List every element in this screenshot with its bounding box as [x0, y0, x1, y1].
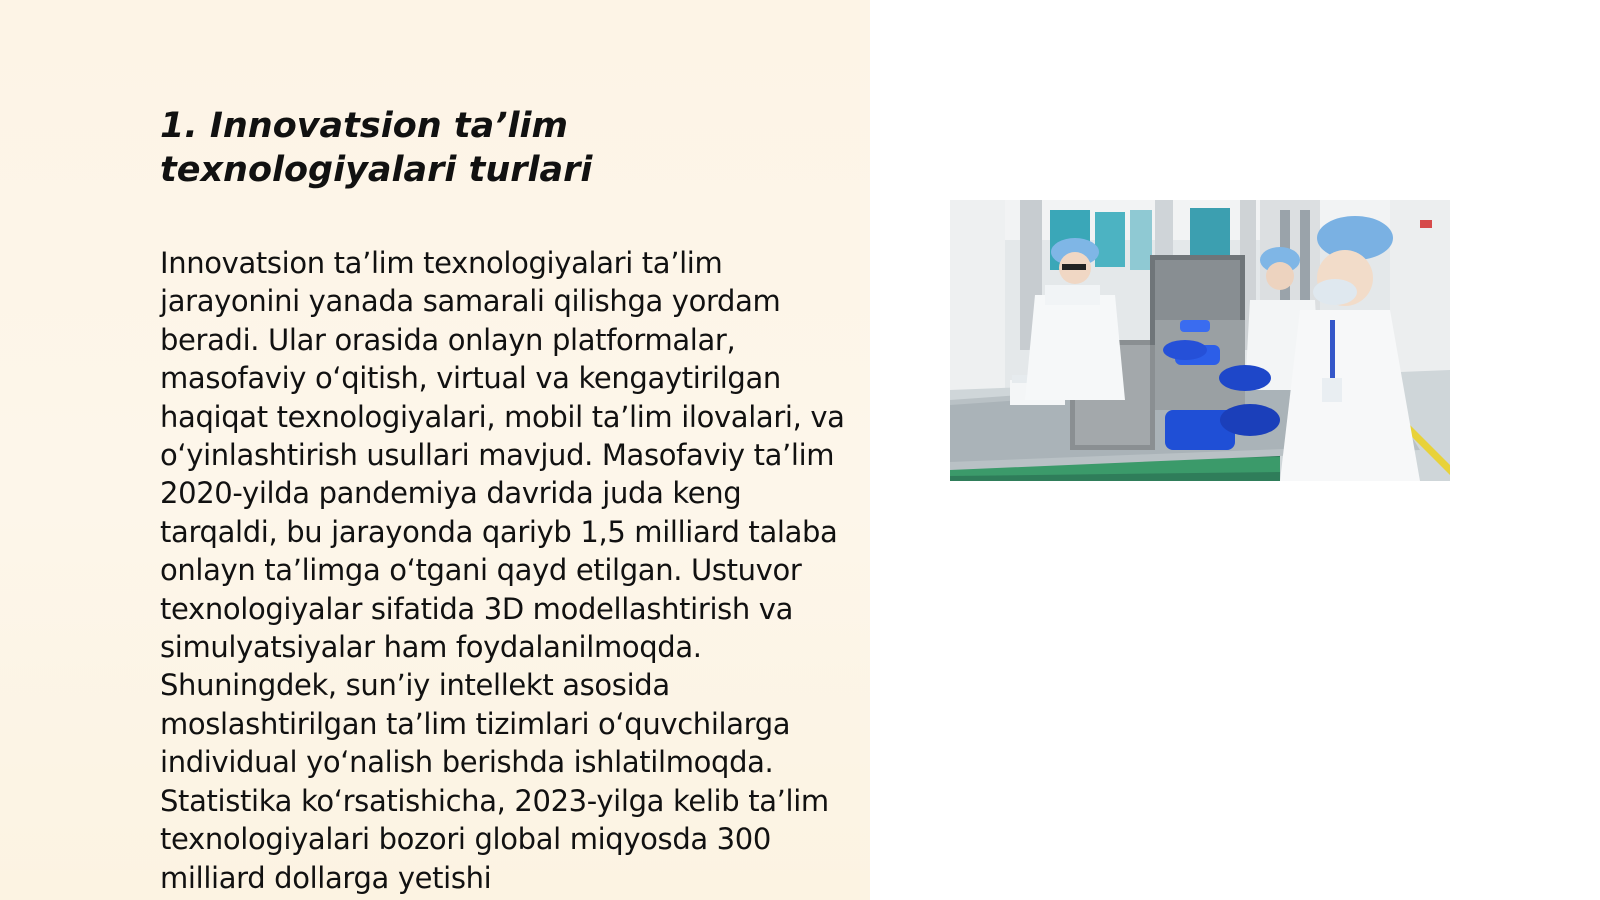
slide-body-text: Innovatsion ta’lim texnologiyalari ta’lim jarayonini yanada samarali qilishga yordam beradi. Ular orasida onlayn platformalar, masofaviy o‘qitish, virtual va kengaytirilgan haqiqat texnologiyalari, mobil ta’lim ilovalari, va o‘yinlashtirish usullari mavjud. Masofaviy ta’lim 2020-yilda pandemiya davrida juda keng tarqaldi, bu jarayonda qariyb 1,5 milliard talaba onlayn ta’limga o‘tgani qayd etilgan. Ustuvor texnologiyalar sifatida 3D modellashtirish va simulyatsiyalar ham foydalanilmoqda. Shuningdek, sun’iy intellekt asosida moslashtirilgan ta’lim tizimlari o‘quvchilarga individual yo‘nalish berishda ishlatilmoqda. Statistika ko‘rsatishicha, 2023-yilga kelib ta’lim texnologiyalari bozori global miqyosda 300 milliard dollarga yetishi — [160, 246, 845, 895]
factory-workers-photo — [950, 200, 1450, 481]
slide-title: 1. Innovatsion ta’lim texnologiyalari turlari — [160, 106, 593, 190]
